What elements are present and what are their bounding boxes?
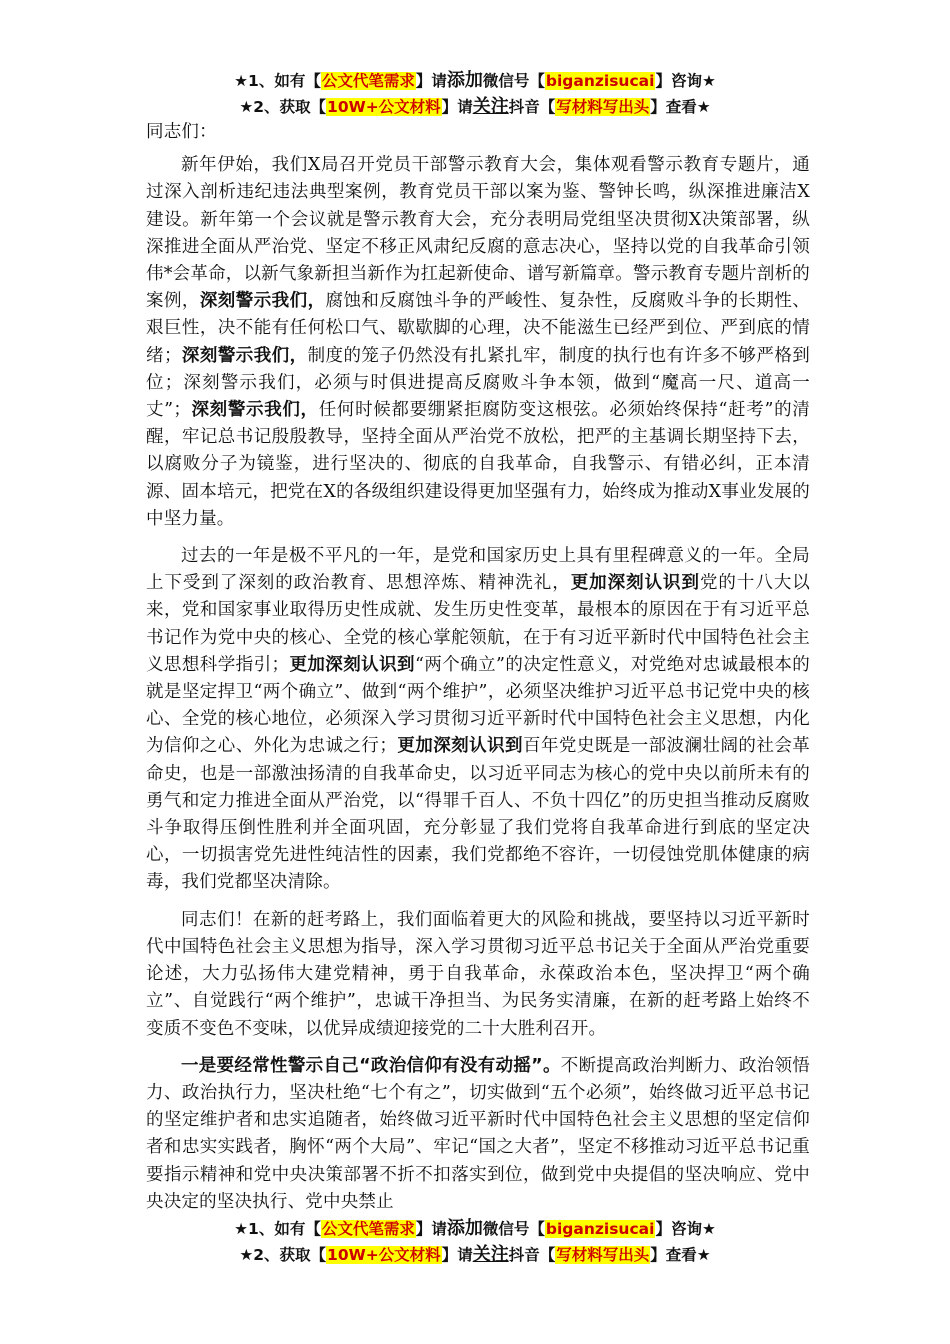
banner-text: 】请 bbox=[441, 98, 473, 116]
paragraph-text: “两个确立”的决定性意义，对党绝对忠诚最根本的就是坚定捍卫“两个确立”、做到“两个维护”，必须坚决维护习近平总书记党中央的核心、全党的核心地位，必须深入学习贯彻习近平新时代中国特色社会主义思想，内化为信仰之心、外化为忠诚之行； bbox=[146, 654, 810, 757]
paragraph-2 bbox=[146, 543, 810, 897]
paragraph-text: 腐蚀和反腐蚀斗争的严峻性、复杂性，反腐败斗争的长期性、艰巨性，决不能有任何松口气、歇歇脚的心理，决不能滋生已经严到位、严到底的情绪； bbox=[146, 291, 810, 366]
bold-phrase: 深刻警示我们， bbox=[191, 400, 319, 421]
banner-text: 抖音【 bbox=[508, 98, 556, 116]
document-body bbox=[146, 119, 810, 1226]
highlight-materials: 10W+公文材料 bbox=[327, 1246, 441, 1264]
highlight-wechat-id: biganzisucai bbox=[545, 72, 655, 90]
banner-text: 】请 bbox=[415, 72, 447, 90]
paragraph-text: 百年党史既是一部波澜壮阔的社会革命史，也是一部激浊扬清的自我革命史，以习近平同志为核心的党中央以前所未有的勇气和定力推进全面从严治党，以“得罪千百人、不负十四亿”的历史担当推动反腐败斗争取得压倒性胜利并全面巩固，充分彰显了我们党将自我革命进行到底的坚定决心，一切损害党先进性纯洁性的因素，我们党都绝不容许，一切侵蚀党肌体健康的病毒，我们党都坚决清除。 bbox=[146, 736, 810, 893]
salutation: 同志们： bbox=[146, 122, 217, 142]
paragraph-text: 任何时候都要绷紧拒腐防变这根弦。必须始终保持“赶考”的清醒，牢记总书记殷殷教导，坚持全面从严治党不放松，把严的主基调长期坚持下去，以腐败分子为镜鉴，进行坚决的、彻底的自我革命，自我警示、有错必纠，正本清源、固本培元，把党在X的各级组织建设得更加坚强有力，始终成为推动X事业发展的中坚力量。 bbox=[146, 400, 811, 529]
highlight-douyin-account: 写材料写出头 bbox=[556, 1246, 650, 1264]
banner-text: 】咨询★ bbox=[655, 1220, 716, 1238]
paragraph-3: 同志们！在新的赶考路上，我们面临着更大的风险和挑战，要坚持以习近平新时代中国特色社会主义思想为指导，深入学习贯彻习近平总书记关于全面从严治党重要论述，大力弘扬伟大建党精神，勇于自我革命，永葆政治本色，坚决捍卫“两个确立”、自觉践行“两个维护”，忠诚干净担当、为民务实清廉，在新的赶考路上始终不变质不变色不变味，以优异成绩迎接党的二十大胜利召开。 bbox=[146, 909, 810, 1039]
banner-text: 】请 bbox=[441, 1246, 473, 1264]
banner-text: ★2、获取【 bbox=[239, 98, 327, 116]
banner-text: 抖音【 bbox=[508, 1246, 556, 1264]
footer-banner bbox=[0, 1216, 950, 1268]
bold-phrase: 更加深刻认识到 bbox=[570, 573, 700, 594]
paragraph-text: 新年伊始，我们X局召开党员干部警示教育大会，集体观看警示教育专题片，通过深入剖析违纪违法典型案例，教育党员干部以案为鉴、警钟长鸣，纵深推进廉洁X建设。新年第一个会议就是警示教育大会，充分表明局党组坚决贯彻X决策部署，纵深推进全面从严治党、坚定不移正风肃纪反腐的意志决心，坚持以党的自我革命引领伟*会革命，以新气象新担当新作为扛起新使命、谱写新篇章。警示教育专题片剖析的案例， bbox=[146, 155, 810, 312]
bold-phrase: 更加深刻认识到 bbox=[289, 654, 415, 675]
banner-line-1 bbox=[0, 1216, 950, 1242]
bold-phrase: 深刻警示我们， bbox=[199, 291, 326, 312]
paragraph-text: 不断提高政治判断力、政治领悟力、政治执行力，坚决杜绝“七个有之”，切实做到“五个必须”，始终做习近平总书记的坚定维护者和忠实追随者，始终做习近平新时代中国特色社会主义思想的坚定信仰者和忠实实践者，胸怀“两个大局”、牢记“国之大者”，坚定不移推动习近平总书记重要指示精神和党中央决策部署不折不扣落实到位，做到党中央提倡的坚决响应、党中央决定的坚决执行、党中央禁止 bbox=[146, 1055, 810, 1212]
bold-phrase: 更加深刻认识到 bbox=[397, 736, 523, 757]
bold-phrase: 深刻警示我们， bbox=[181, 345, 308, 366]
banner-emphasis: 添加 bbox=[446, 1218, 483, 1239]
highlight-douyin-account: 写材料写出头 bbox=[556, 98, 650, 116]
header-banner bbox=[0, 68, 950, 120]
paragraph-1 bbox=[146, 152, 810, 533]
banner-text: 】查看★ bbox=[650, 98, 711, 116]
banner-text: ★1、如有【 bbox=[234, 1220, 321, 1238]
banner-text: ★1、如有【 bbox=[234, 72, 321, 90]
highlight-service: 公文代笔需求 bbox=[321, 1220, 415, 1238]
banner-emphasis: 添加 bbox=[446, 70, 483, 91]
paragraph-text: 党的十八大以来，党和国家事业取得历史性成就、发生历史性变革，最根本的原因在于有习近平总书记作为党中央的核心、全党的核心掌舵领航，在于有习近平新时代中国特色社会主义思想科学指引； bbox=[146, 573, 810, 675]
banner-text: ★2、获取【 bbox=[239, 1246, 327, 1264]
banner-text: 】咨询★ bbox=[655, 72, 716, 90]
banner-emphasis: 关注 bbox=[472, 96, 509, 117]
paragraph-text: 制度的笼子仍然没有扎紧扎牢，制度的执行也有许多不够严格到位；深刻警示我们，必须与时俱进提高反腐败斗争本领，做到“魔高一尺、道高一丈”； bbox=[146, 345, 810, 421]
banner-text: 】请 bbox=[415, 1220, 447, 1238]
banner-text: 微信号【 bbox=[482, 1220, 545, 1238]
banner-emphasis: 关注 bbox=[472, 1244, 509, 1265]
banner-text: 微信号【 bbox=[482, 72, 545, 90]
bold-heading: 一是要经常性警示自己“政治信仰有没有动摇”。 bbox=[181, 1055, 561, 1076]
highlight-materials: 10W+公文材料 bbox=[327, 98, 441, 116]
banner-line-1 bbox=[0, 68, 950, 94]
paragraph-4 bbox=[146, 1053, 810, 1216]
highlight-wechat-id: biganzisucai bbox=[545, 1220, 655, 1238]
banner-line-2 bbox=[0, 94, 950, 120]
banner-line-2 bbox=[0, 1242, 950, 1268]
banner-text: 】查看★ bbox=[650, 1246, 711, 1264]
paragraph-text: 过去的一年是极不平凡的一年，是党和国家历史上具有里程碑意义的一年。全局上下受到了深刻的政治教育、思想淬炼、精神洗礼， bbox=[146, 546, 810, 594]
highlight-service: 公文代笔需求 bbox=[321, 72, 415, 90]
